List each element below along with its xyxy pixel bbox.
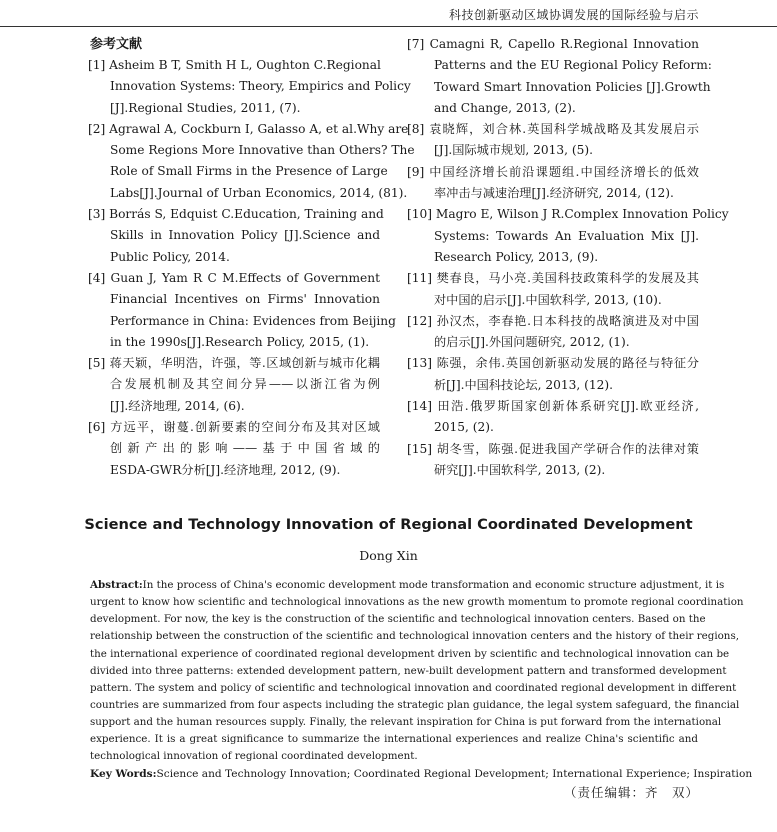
reference-line: [4] Guan J, Yam R C M.Effects of Government [88, 270, 380, 285]
author-name: Dong Xin [359, 548, 418, 563]
reference-item [88, 55, 411, 119]
references-left-column [88, 34, 415, 481]
abstract-line: support and the human resources supply. Finally, the relevant inspiration for China is put forward from the international [90, 716, 722, 729]
editor-note: （责任编辑：齐 双） [563, 785, 699, 800]
page-header [0, 0, 777, 27]
keywords-line [90, 766, 753, 783]
reference-line: 的启示[J].外国问题研究, 2012, (1). [434, 335, 630, 350]
reference-line: [3] Borrás S, Edquist C.Education, Training and [88, 207, 384, 222]
reference-item [407, 119, 699, 162]
reference-line: [15] 胡冬雪，陈强.促进我国产学研合作的法律对策 [407, 441, 699, 456]
abstract-line [90, 577, 725, 594]
reference-line: and Change, 2013, (2). [434, 100, 576, 115]
reference-item [407, 311, 699, 354]
reference-item [88, 353, 380, 417]
reference-line: [11] 樊春良，马小亮.美国科技政策科学的发展及其 [407, 271, 699, 286]
english-title: Science and Technology Innovation of Regional Coordinated Development [84, 516, 693, 533]
abstract-block [90, 577, 744, 766]
abstract-line: pattern. The system and policy of scientific and technological innovation and coordinated regional development in different [90, 681, 737, 694]
reference-item [407, 396, 699, 439]
references-heading: 参考文献 [90, 37, 143, 52]
reference-line: [J].Regional Studies, 2011, (7). [110, 100, 301, 115]
reference-line: Financial Incentives on Firms' Innovation [110, 292, 380, 307]
reference-line: [10] Magro E, Wilson J R.Complex Innovation Policy [407, 207, 729, 222]
reference-line: Patterns and the EU Regional Policy Reform: [434, 58, 712, 73]
reference-item [407, 439, 699, 482]
reference-item [407, 34, 712, 119]
reference-line: [12] 孙汉杰，李春艳.日本科技的战略演进及对中国 [407, 313, 699, 328]
reference-line: [5] 蒋天颖，华明浩，许强，等.区域创新与城市化耦 [88, 356, 380, 371]
reference-item [407, 204, 729, 268]
reference-line: [J].经济地理, 2014, (6). [110, 398, 245, 413]
reference-item [407, 353, 699, 396]
reference-line: 率冲击与减速治理[J].经济研究, 2014, (12). [434, 186, 674, 201]
reference-line: Some Regions More Innovative than Others? The [110, 143, 415, 158]
reference-line: [6] 方远平，谢蔓.创新要素的空间分布及其对区域 [88, 420, 380, 435]
reference-line: [13] 陈强，余伟.英国创新驱动发展的路径与特征分 [407, 356, 699, 371]
reference-line: Skills in Innovation Policy [J].Science and [110, 228, 380, 243]
reference-item [88, 119, 415, 204]
reference-line: [J].国际城市规划, 2013, (5). [434, 143, 594, 158]
reference-line: 对中国的启示[J].中国软科学, 2013, (10). [434, 292, 662, 307]
keywords-text: Science and Technology Innovation; Coordinated Regional Development; International Experience; Inspiration [156, 768, 753, 780]
reference-line: Research Policy, 2013, (9). [434, 249, 599, 264]
reference-line: Toward Smart Innovation Policies [J].Growth [434, 79, 711, 94]
reference-line: Role of Small Firms in the Presence of Large [110, 164, 388, 179]
reference-item [88, 204, 384, 268]
reference-item [407, 268, 699, 311]
reference-item [407, 162, 699, 205]
abstract-line: countries are summarized from four aspects including the strategic plan guidance, the legal system safeguard, the financial [90, 698, 740, 711]
reference-line: Labs[J].Journal of Urban Economics, 2014, (81). [110, 185, 408, 200]
reference-line: Systems: Towards An Evaluation Mix [J]. [434, 228, 699, 243]
reference-line: 合发展机制及其空间分异——以浙江省为例 [110, 377, 380, 392]
references-right-column [407, 34, 729, 481]
reference-line: ESDA-GWR分析[J].经济地理, 2012, (9). [110, 462, 341, 477]
keywords-label: Key Words: [90, 768, 157, 780]
abstract-line: urgent to know how scientific and technological innovations as the new growth momentum to promote regional coordination [90, 596, 744, 609]
reference-line: in the 1990s[J].Research Policy, 2015, (1). [110, 334, 370, 349]
reference-line: Public Policy, 2014. [110, 249, 230, 264]
abstract-line: development. For now, the key is the construction of the scientific and technological innovation centers. Based on the [90, 613, 706, 626]
reference-line: 研究[J].中国软科学, 2013, (2). [434, 462, 606, 477]
reference-line: 析[J].中国科技论坛, 2013, (12). [434, 377, 613, 392]
abstract-line: the international experience of coordinated regional development driven by scientific and technological innovation can be [90, 647, 730, 660]
reference-line: 2015, (2). [434, 420, 494, 435]
references-left-list [88, 55, 415, 481]
reference-item [88, 417, 380, 481]
reference-line: [2] Agrawal A, Cockburn I, Galasso A, et al.Why are [88, 121, 409, 136]
reference-line: [8] 袁晓辉，刘合林.英国科学城战略及其发展启示 [407, 122, 699, 137]
abstract-line: relationship between the construction of the scientific and technological innovation centers and the history of their regions, [90, 630, 740, 643]
reference-line: Innovation Systems: Theory, Empirics and Policy [110, 79, 411, 94]
reference-line: [7] Camagni R, Capello R.Regional Innovation [407, 37, 699, 51]
reference-item [88, 268, 396, 353]
reference-line: [14] 田浩.俄罗斯国家创新体系研究[J].欧亚经济, [407, 399, 699, 414]
reference-line: Performance in China: Evidences from Beijing [110, 313, 396, 328]
reference-line: [9] 中国经济增长前沿课题组.中国经济增长的低效 [407, 164, 699, 179]
abstract-text: In the process of China's economic development mode transformation and economic structure adjustment, it is [142, 579, 725, 591]
abstract-label: Abstract: [90, 579, 143, 591]
abstract-line: divided into three patterns: extended development pattern, new-built development pattern and transformed development [90, 664, 727, 677]
reference-line: [1] Asheim B T, Smith H L, Oughton C.Regional [88, 58, 381, 72]
reference-line: 创新产出的影响——基于中国省域的 [110, 441, 380, 456]
abstract-line: experience. It is a great significance to summarize the international experiences and realize China's scientific and [90, 733, 698, 746]
abstract-lines [90, 577, 744, 766]
abstract-line: technological innovation of regional coordinated development. [90, 750, 418, 763]
running-title: 科技创新驱动区域协调发展的国际经验与启示 [448, 8, 699, 22]
references-right-list [407, 34, 729, 481]
